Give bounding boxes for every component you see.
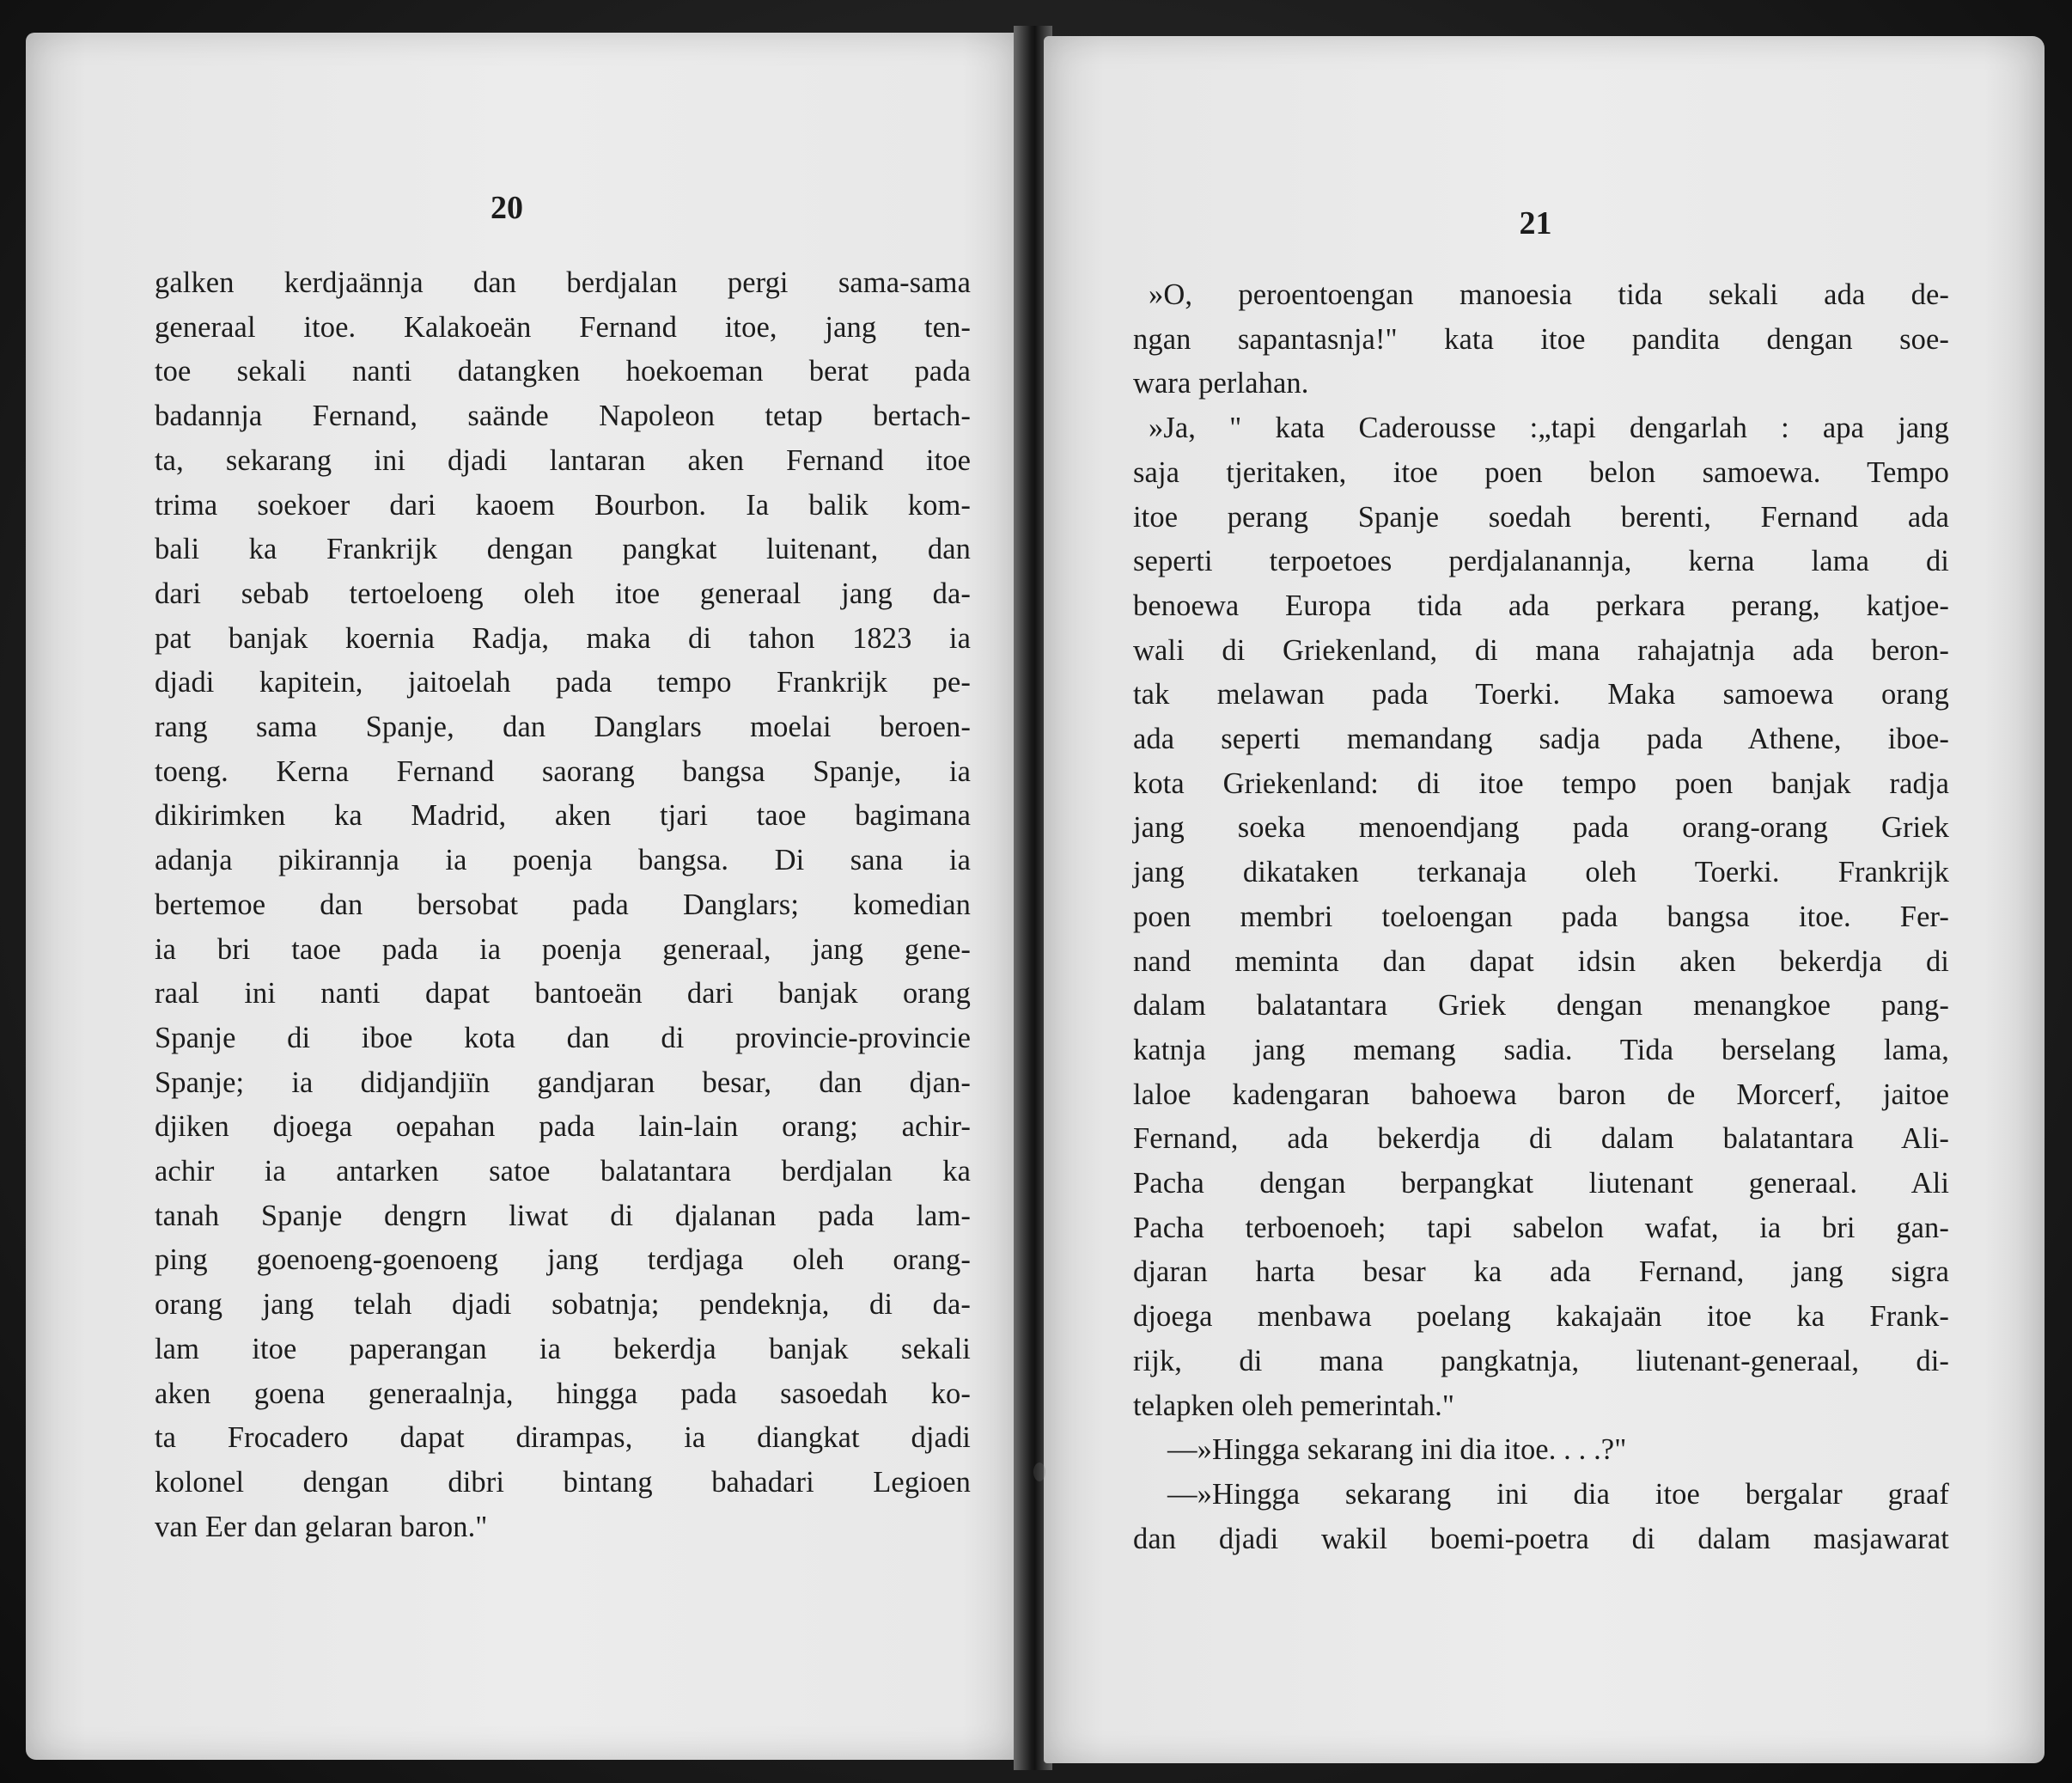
text-line: rang sama Spanje, dan Danglars moelai beroen- [155,711,971,744]
text-line: jang dikataken terkanaja oleh Toerki. Frankrijk [1133,856,1949,889]
text-line: Pacha dengan berpangkat liutenant generaal. Ali [1133,1167,1949,1200]
text-line: —»Hingga sekarang ini dia itoe. . . .?" [1167,1433,1627,1467]
text-line: toe sekali nanti datangken hoekoeman berat pada [155,355,971,388]
text-line: jang soeka menoendjang pada orang-orang Griek [1133,811,1949,845]
text-line: nand meminta dan dapat idsin aken bekerdja di [1133,944,1949,978]
text-line: dari sebab tertoeloeng oleh itoe generaal jang da- [155,577,971,610]
right-page-text [1133,273,1949,1561]
text-line: itoe perang Spanje soedah berenti, Fernand ada [1133,500,1949,534]
text-line: trima soekoer dari kaoem Bourbon. Ia balik kom- [155,488,971,522]
text-line: benoewa Europa tida ada perkara perang, katjoe- [1133,589,1949,622]
text-line: dalam balatantara Griek dengan menangkoe pang- [1133,989,1949,1023]
text-line: laloe kadengaran bahoewa baron de Morcerf, jaitoe [1133,1078,1949,1111]
right-page [1044,36,2045,1763]
text-line: ta Frocadero dapat dirampas, ia diangkat djadi [155,1421,971,1455]
text-line: djadi kapitein, jaitoelah pada tempo Frankrijk pe- [155,666,971,699]
text-line: Spanje; ia didjandjiïn gandjaran besar, dan djan- [155,1066,971,1099]
text-line: van Eer dan gelaran baron." [155,1510,488,1543]
text-line: djoega menbawa poelang kakajaän itoe ka Frank- [1133,1300,1949,1334]
text-line: djiken djoega oepahan pada lain-lain orang; achir- [155,1110,971,1144]
text-line: Fernand, ada bekerdja di dalam balatantara Ali- [1133,1122,1949,1156]
text-line: pat banjak koernia Radja, maka di tahon 1823 ia [155,621,971,655]
text-line: galken kerdjaännja dan berdjalan pergi sama-sama [155,266,971,299]
text-line: rijk, di mana pangkatnja, liutenant-generaal, di- [1133,1344,1949,1377]
text-line: orang jang telah djadi sobatnja; pendeknja, di da- [155,1288,971,1322]
text-line: ngan sapantasnja!" kata itoe pandita dengan soe- [1133,322,1949,356]
text-line: tanah Spanje dengrn liwat di djalanan pada lam- [155,1199,971,1232]
text-line: »Ja, " kata Caderousse :„tapi dengarlah : apa jang [1149,412,1949,445]
text-line: bertemoe dan bersobat pada Danglars; komedian [155,888,971,921]
text-line: ada seperti memandang sadja pada Athene, iboe- [1133,723,1949,756]
text-line: wara perlahan. [1133,367,1309,400]
text-line: kota Griekenland: di itoe tempo poen banjak radja [1133,766,1949,800]
text-line: adanja pikirannja ia poenja bangsa. Di sana ia [155,844,971,877]
text-line: Spanje di iboe kota dan di provincie-provincie [155,1021,971,1054]
left-page [26,33,1022,1760]
text-line: djaran harta besar ka ada Fernand, jang sigra [1133,1255,1949,1289]
text-line: saja tjeritaken, itoe poen belon samoewa. Tempo [1133,455,1949,489]
text-line: wali di Griekenland, di mana rahajatnja ada beron- [1133,633,1949,667]
text-line: raal ini nanti dapat bantoeän dari banjak orang [155,977,971,1011]
text-line: generaal itoe. Kalakoeän Fernand itoe, jang ten- [155,310,971,344]
text-line: kolonel dengan dibri bintang bahadari Legioen [155,1465,971,1499]
text-line: tak melawan pada Toerki. Maka samoewa orang [1133,678,1949,711]
text-line: seperti terpoetoes perdjalanannja, kerna lama di [1133,545,1949,578]
left-page-number: 20 [491,190,523,226]
text-line: lam itoe paperangan ia bekerdja banjak sekali [155,1332,971,1365]
text-line: badannja Fernand, saände Napoleon tetap bertach- [155,400,971,433]
text-line: ia bri taoe pada ia poenja generaal, jang gene- [155,932,971,966]
text-line: aken goena generaalnja, hingga pada sasoedah ko- [155,1377,971,1410]
text-line: Pacha terboenoeh; tapi sabelon wafat, ia bri gan- [1133,1211,1949,1244]
text-line: achir ia antarken satoe balatantara berdjalan ka [155,1155,971,1188]
text-line: bali ka Frankrijk dengan pangkat luitenant, dan [155,533,971,566]
text-line: ping goenoeng-goenoeng jang terdjaga oleh orang- [155,1243,971,1277]
text-line: dikirimken ka Madrid, aken tjari taoe bagimana [155,799,971,833]
text-line: poen membri toeloengan pada bangsa itoe. Fer- [1133,900,1949,933]
left-page-text [155,261,971,1549]
paper-smudge [1033,1462,1045,1481]
text-line: ta, sekarang ini djadi lantaran aken Fernand itoe [155,443,971,477]
text-line: toeng. Kerna Fernand saorang bangsa Spanje, ia [155,754,971,788]
text-line: telapken oleh pemerintah." [1133,1389,1454,1422]
text-line: dan djadi wakil boemi-poetra di dalam masjawarat [1133,1522,1949,1555]
right-page-number: 21 [1519,205,1552,241]
text-line: katnja jang memang sadia. Tida berselang lama, [1133,1033,1949,1066]
text-line: —»Hingga sekarang ini dia itoe bergalar graaf [1167,1477,1949,1511]
text-line: »O, peroentoengan manoesia tida sekali ada de- [1149,278,1949,311]
